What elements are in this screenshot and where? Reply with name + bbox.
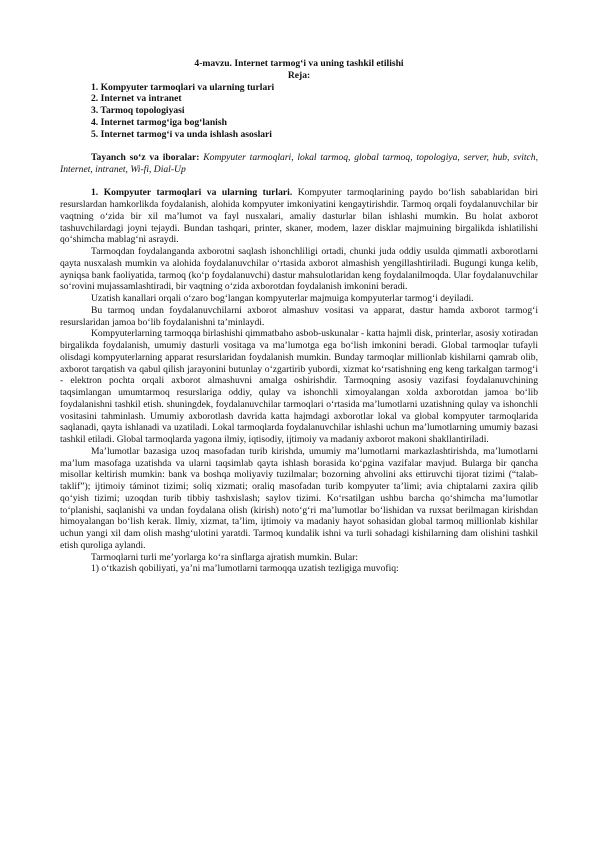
plan-item: 4. Internet tarmog‘iga bog‘lanish (91, 116, 227, 128)
plan-item: 5. Internet tarmog‘i va unda ishlash asoslari (91, 128, 272, 140)
plan-list (60, 82, 538, 141)
section-1-intro: Kompyuter tarmoqlarining paydo bo‘lish sabablaridan biri resurslardan hamkorlikda foydalanish, alohida kompyuter imkoniyatini kengaytirishdir. Tarmoq orqali foydalanuvchilar bir vaqtning o‘zida bir xil ma’lumot va fayl nusxalari, amaliy dasturlar bilan ishlashi mumkin. Bu holat axborot tashuvchilardagi joyni tejaydi. Bundan tashqari, printer, skaner, modem, lazer disklar majmuining birgalikda ishlatilishi qo‘shimcha mablag‘ni asraydi. (60, 187, 539, 246)
keywords-text: Kompyuter tarmoqlari, lokal tarmoq, global tarmoq, topologiya, server, hub, svitch, Internet, intranet, Wi-fi, Dial-Up (60, 152, 538, 175)
body-paragraph: Kompyuterlarning tarmoqqa birlashishi qimmatbaho asbob-uskunalar - katta hajmli disk, printerlar, asosiy xotiradan birgalikda foydalanish, umumiy dasturli vositaga va ma’lumotga ega bo‘lish imkonini beradi. Global tarmoqlar tufayli olisdagi kompyuterlarning apparat resurslaridan foydalanish mumkin. Bunday tarmoqlar millionlab kishilarni qamrab olib, axborot tarqatish va qabul qilish jarayonini butunlay o‘zgartirib yubordi, xizmat ko‘rsatishning eng keng tarkalgan tarmog‘i - elektron pochta orqali axborot almashuvni amalga oshirishdir. Tarmoqning asosiy vazifasi foydalanuvchining taqsimlangan umumtarmoq resurslariga oddiy, qulay va ishonchli ximoyalangan xolda axborotdan jamoa bo‘lib foydalanishni tashkil etish. shuningdek, foydalanuvchilar tarmoqlari o‘rtasida ma’lumotlarni uzatishning qulay va ishonchli vositasini tahminlash. Umumiy axborotlash davrida katta hajmdagi axborotlar lokal va global kompyuter tarmoqlarida saqlanadi, qayta ishlanadi va uzatiladi. Lokal tarmoqlarda foydalanuvchilar ishlashi uchun ma’lumotlarning umumiy bazasi tashkil etiladi. Global tarmoqlarda yagona ilmiy, iqtisodiy, ijtimoiy va madaniy axborot makoni shakllantiriladi. (60, 328, 538, 445)
keywords-paragraph (60, 152, 538, 176)
keywords-label: Tayanch so‘z va iboralar: (91, 152, 200, 163)
body-paragraph: Ma’lumotlar bazasiga uzoq masofadan turib kirishda, umumiy ma’lumotlarni markazlashtirishda, ma’lumotlarni ma’lum masofaga uzatishda va ularni taqsimlab qayta ishlash borasida ko‘pgina vazifalar mavjud. Bularga bir qancha misollar keltirish mumkin: bank va boshqa moliyaviy tuzilmalar; bozorning ahvolini aks ettiruvchi tijorat tizimi (“talab-taklif”); ijtimoiy táminot tizimi; soliq xizmati; oraliq masofadan turib kompyuter ta’limi; avia chiptalarni zaxira qilib qo‘yish tizimi; uzoqdan turib tibbiy tashxislash; saylov tizimi. Ko‘rsatilgan ushbu barcha qo‘shimcha ma’lumotlar to‘planishi, saqlanishi va undan foydalana olish (kirish) noto‘g‘ri ma’lumotlar bo‘lishidan va ruxsat berilmagan kirishdan himoyalangan bo‘lish kerak. Ilmiy, xizmat, ta’lim, ijtimoiy va madaniy hayot sohasidan global tarmoq millionlab kishilar uchun yangi xil dam olish mashg‘ulotini yaratdi. Tarmoq kundalik ishni va turli sohadagi kishilarning dam olishini tashkil etish quroliga aylandi. (60, 445, 538, 551)
plan-item: 1. Kompyuter tarmoqlari va ularning turlari (91, 81, 275, 93)
body-paragraph: Bu tarmoq undan foydalanuvchilarni axborot almashuv vositasi va apparat, dastur hamda axborot tarmog‘i resurslaridan jamoa bo‘lib foydalanishni ta’minlaydi. (60, 304, 538, 328)
spacer (60, 140, 538, 152)
body-paragraph: Tarmoqdan foydalanganda axborotni saqlash ishonchliligi ortadi, chunki juda oddiy usulda qimmatli axborotlarni qayta nusxalash mumkin va alohida foydalanuvchilar o‘rtasida axborot almashish yengillashtiriladi. Bugungi kunga kelib, ayniqsa bank faoliyatida, tarmoq (ko‘p foydalanuvchi) dastur mahsulotlaridan keng foydalanilmoqda. Ular foydalanuvchilar so‘rovini mujassamlashtiradi, bir vaqtning o‘zida axborotdan foydalanish imkonini beradi. (60, 246, 538, 293)
body-paragraph: 1) o‘tkazish qobiliyati, ya’ni ma’lumotlarni tarmoqqa uzatish tezligiga muvofiq: (91, 563, 399, 575)
body-paragraph: Tarmoqlarni turli me’yorlarga ko‘ra sinflarga ajratish mumkin. Bular: (91, 551, 358, 563)
plan-item: 3. Tarmoq topologiyasi (91, 105, 185, 116)
spacer (60, 176, 538, 188)
plan-heading: Reja: (287, 69, 311, 81)
section-1-heading: 1. Kompyuter tarmoqlari va ularning turlari. (91, 187, 293, 199)
section-1-paragraph (60, 187, 538, 246)
plan-item: 2. Internet va intranet (91, 93, 182, 105)
body-paragraph: Uzatish kanallari orqali o‘zaro bog‘langan kompyuterlar majmuiga kompyuterlar tarmog‘i deyiladi. (91, 293, 474, 304)
document-title: 4-mavzu. Internet tarmog‘i va uning tashkil etilishi (194, 58, 404, 69)
